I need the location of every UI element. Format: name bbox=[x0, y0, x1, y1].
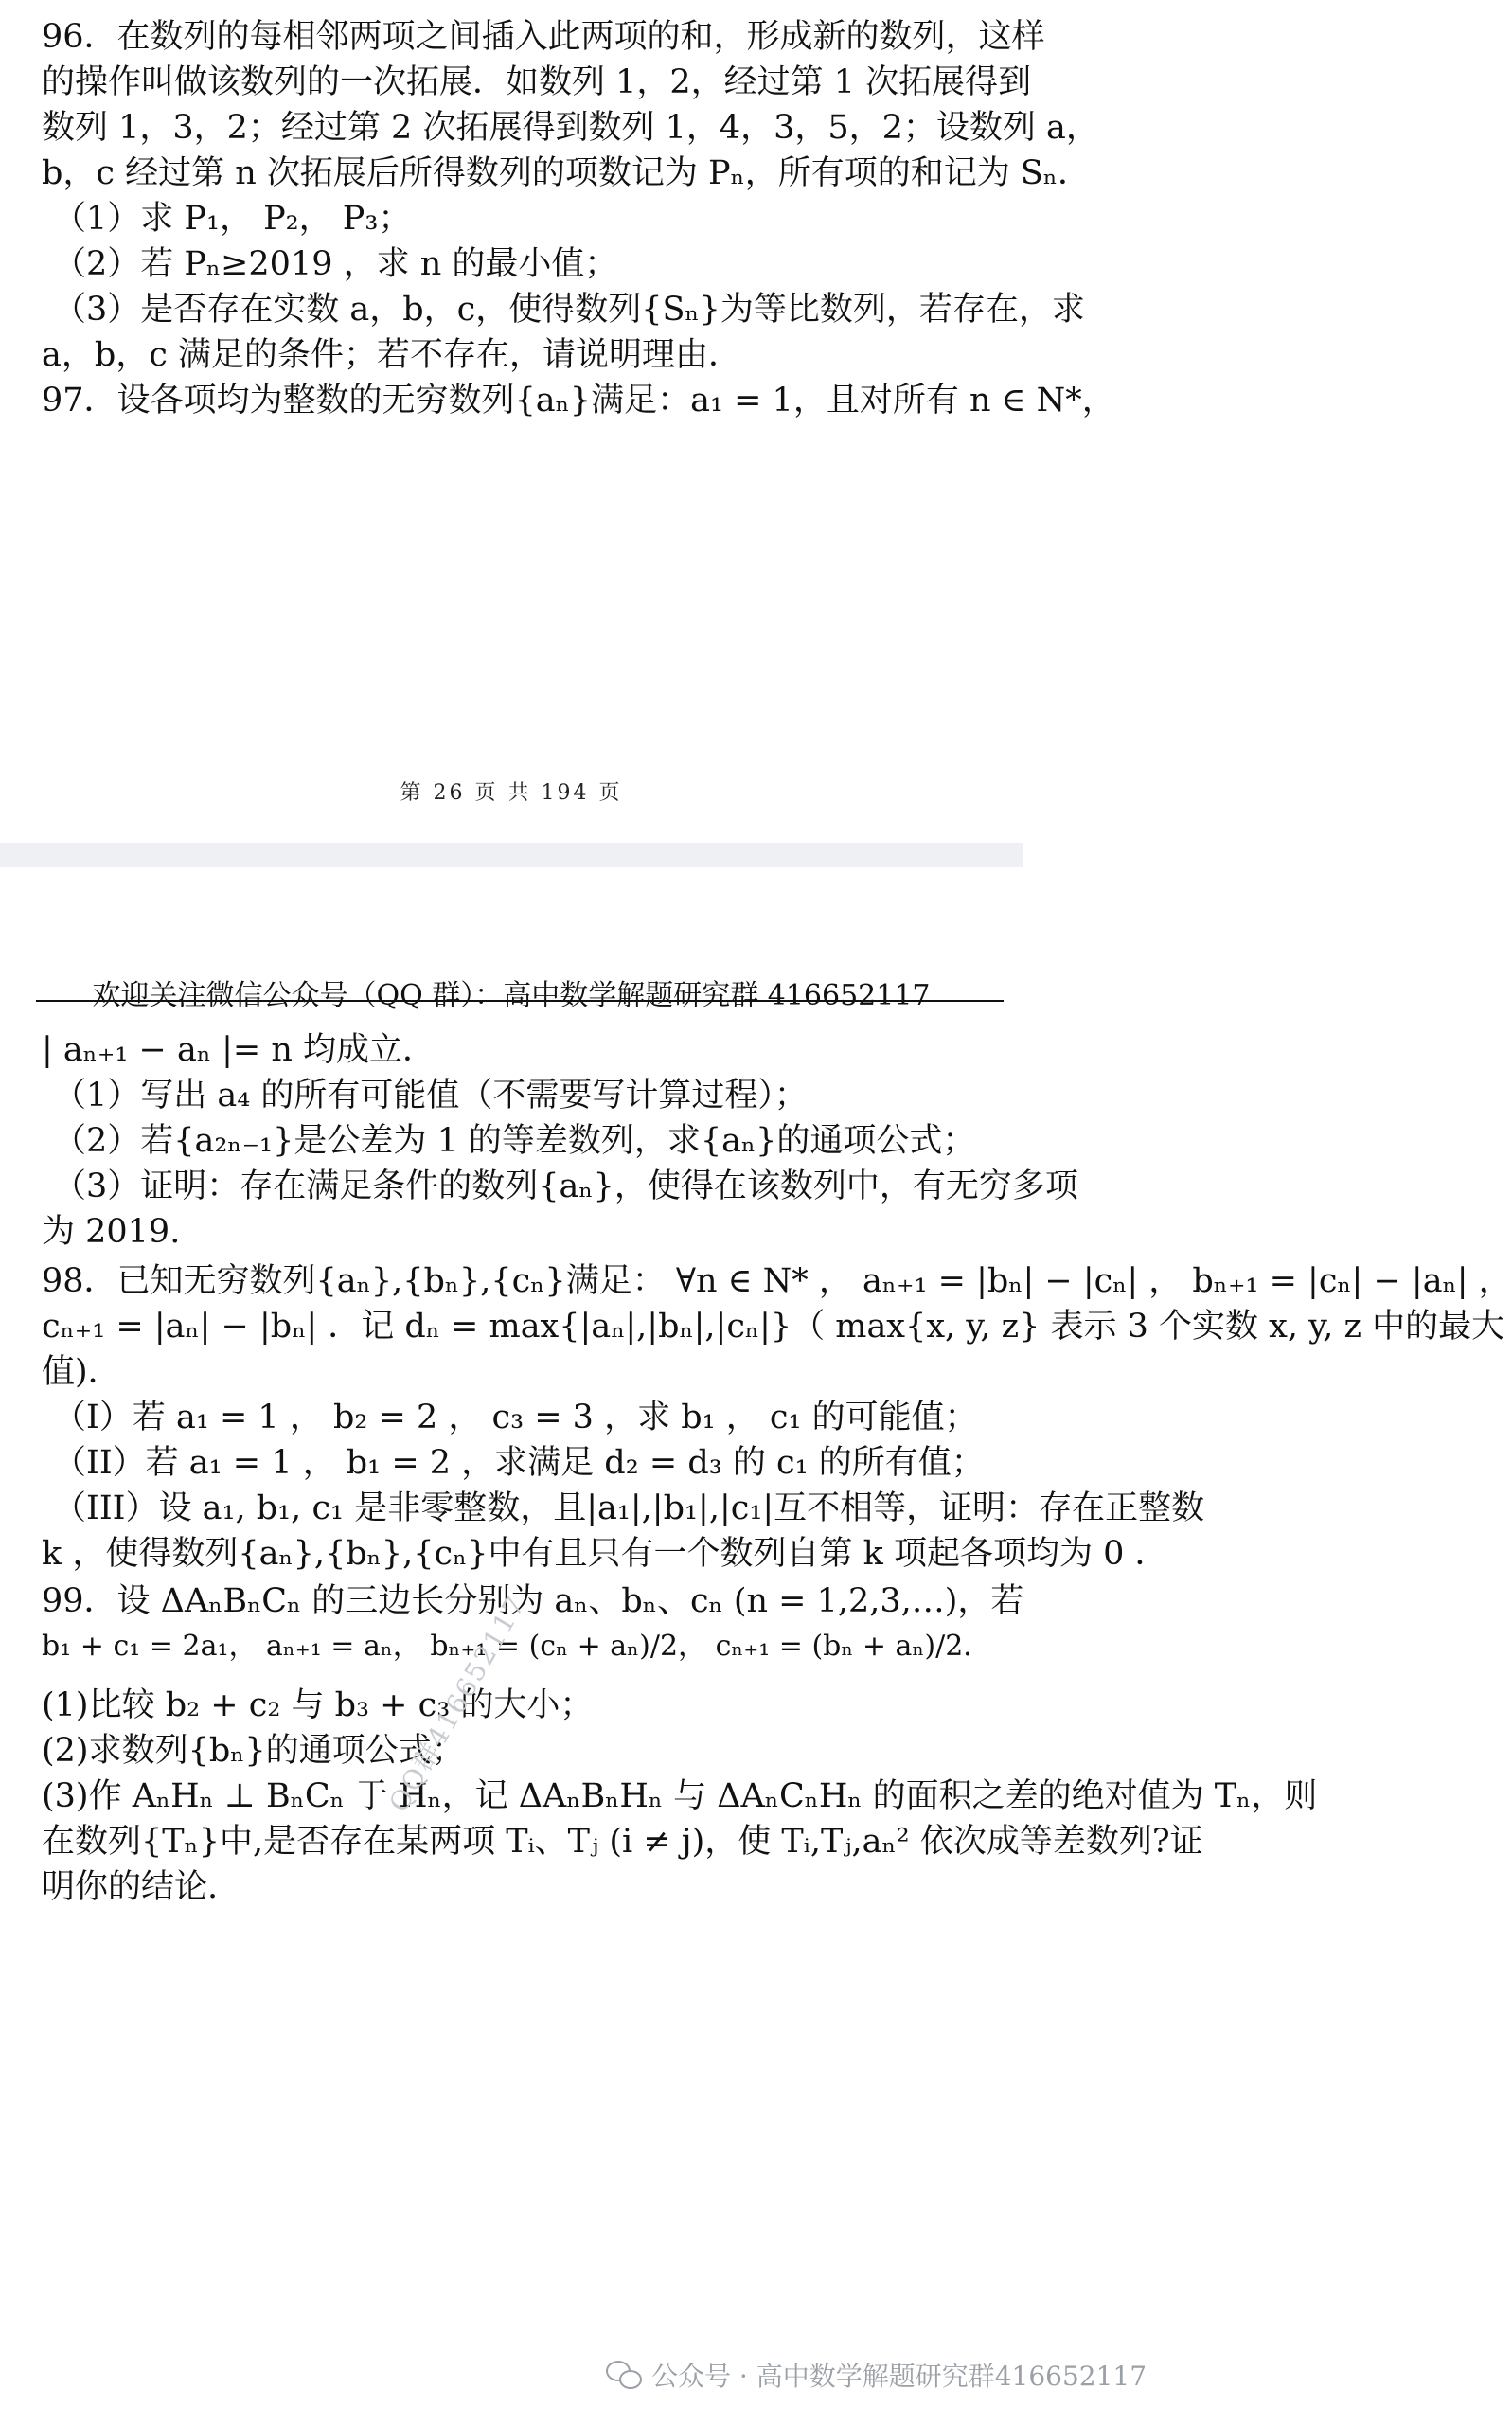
problem-98-line-3: 值)． bbox=[42, 1353, 121, 1391]
problem-99-part-3-end: 明你的结论. bbox=[42, 1868, 219, 1906]
wechat-mark-text: 公众号 · 高中数学解题研究群416652117 bbox=[651, 2361, 1147, 2392]
problem-98-part-3-cont: k ，使得数列{aₙ},{bₙ},{cₙ}中有且只有一个数列自第 k 项起各项均为 0 ． bbox=[42, 1535, 1168, 1573]
problem-96-part-3-cont: a，b，c 满足的条件；若不存在，请说明理由． bbox=[42, 336, 742, 374]
problem-99-part-2: (2)求数列{bₙ}的通项公式； bbox=[42, 1732, 465, 1770]
problem-99-part-3-cont: 在数列{Tₙ}中,是否存在某两项 Tᵢ、Tⱼ (i ≠ j)，使 Tᵢ,Tⱼ,aₙ² 依次成等差数列?证 bbox=[42, 1823, 1203, 1861]
page-footer: 第 26 页 共 194 页 bbox=[400, 781, 623, 805]
problem-98-part-3: （III）设 a₁, b₁, c₁ 是非零整数，且|a₁|,|b₁|,|c₁|互不相等，证明：存在正整数 bbox=[53, 1489, 1205, 1527]
problem-99-formula: b₁ + c₁ = 2a₁， aₙ₊₁ = aₙ， bₙ₊₁ = (cₙ + aₙ)/2， cₙ₊₁ = (bₙ + aₙ)/2． bbox=[42, 1630, 992, 1663]
wechat-icon bbox=[606, 2361, 642, 2389]
problem-96-line-4: b，c 经过第 n 次拓展后所得数列的项数记为 Pₙ，所有项的和记为 Sₙ． bbox=[42, 154, 1091, 192]
page-header: 欢迎关注微信公众号（QQ 群）：高中数学解题研究群 416652117 bbox=[92, 979, 931, 1012]
problem-97-part-3: （3）证明：存在满足条件的数列{aₙ}，使得在该数列中，有无穷多项 bbox=[53, 1168, 1078, 1205]
problem-99-part-1: (1)比较 b₂ + c₂ 与 b₃ + c₃ 的大小； bbox=[42, 1686, 594, 1724]
problem-96-part-2: （2）若 Pₙ≥2019 ，求 n 的最小值； bbox=[53, 245, 618, 283]
problem-99-part-3: (3)作 AₙHₙ ⊥ BₙCₙ 于 Hₙ，记 ΔAₙBₙHₙ 与 ΔAₙCₙHₙ 的面积之差的绝对值为 Tₙ，则 bbox=[42, 1777, 1318, 1815]
wechat-official-account-mark bbox=[606, 2356, 1147, 2394]
page-separator bbox=[0, 843, 1023, 867]
problem-97-line-1: 97．设各项均为整数的无穷数列{aₙ}满足：a₁ = 1，且对所有 n ∈ N*， bbox=[42, 382, 1115, 419]
problem-97-part-2: （2）若{a₂ₙ₋₁}是公差为 1 的等差数列，求{aₙ}的通项公式； bbox=[53, 1122, 976, 1160]
header-rule bbox=[36, 1000, 1004, 1002]
problem-96-line-1: 96．在数列的每相邻两项之间插入此两项的和，形成新的数列，这样 bbox=[42, 18, 1045, 56]
problem-97-part-1: （1）写出 a₄ 的所有可能值（不需要写计算过程）； bbox=[53, 1077, 808, 1114]
document-page-26 bbox=[0, 0, 1115, 843]
problem-97-line-2: | aₙ₊₁ − aₙ |= n 均成立． bbox=[42, 1031, 436, 1069]
problem-96-line-2: 的操作叫做该数列的一次拓展．如数列 1，2，经过第 1 次拓展得到 bbox=[42, 63, 1032, 101]
problem-96-line-3: 数列 1，3，2；经过第 2 次拓展得到数列 1，4，3，5，2；设数列 a， bbox=[42, 109, 1099, 147]
problem-96-part-3: （3）是否存在实数 a，b，c，使得数列{Sₙ}为等比数列，若存在，求 bbox=[53, 291, 1085, 329]
problem-98-part-2: （II）若 a₁ = 1 ， b₁ = 2 ，求满足 d₂ = d₃ 的 c₁ 的所有值； bbox=[53, 1444, 985, 1482]
qq-group-watermark: QQ群416652117 bbox=[382, 1589, 533, 1817]
problem-98-line-1: 98．已知无穷数列{aₙ},{bₙ},{cₙ}满足： ∀n ∈ N* ， aₙ₊₁ = |bₙ| − |cₙ| ， bₙ₊₁ = |cₙ| − |aₙ| ， bbox=[42, 1262, 1512, 1300]
problem-97-part-3-cont: 为 2019. bbox=[42, 1213, 181, 1251]
problem-96-part-1: （1）求 P₁， P₂， P₃； bbox=[53, 200, 412, 238]
problem-99-line-1: 99．设 ΔAₙBₙCₙ 的三边长分别为 aₙ、bₙ、cₙ (n = 1,2,3,…)，若 bbox=[42, 1582, 1024, 1620]
problem-98-part-1: （I）若 a₁ = 1 ， b₂ = 2 ， c₃ = 3 ，求 b₁ ， c₁ 的可能值； bbox=[53, 1399, 978, 1436]
document-page-27 bbox=[0, 867, 1512, 2424]
problem-98-line-2: cₙ₊₁ = |aₙ| − |bₙ| ．记 dₙ = max{|aₙ|,|bₙ|,|cₙ|}（ max{x, y, z} 表示 3 个实数 x, y, z 中的最大 bbox=[42, 1308, 1505, 1346]
